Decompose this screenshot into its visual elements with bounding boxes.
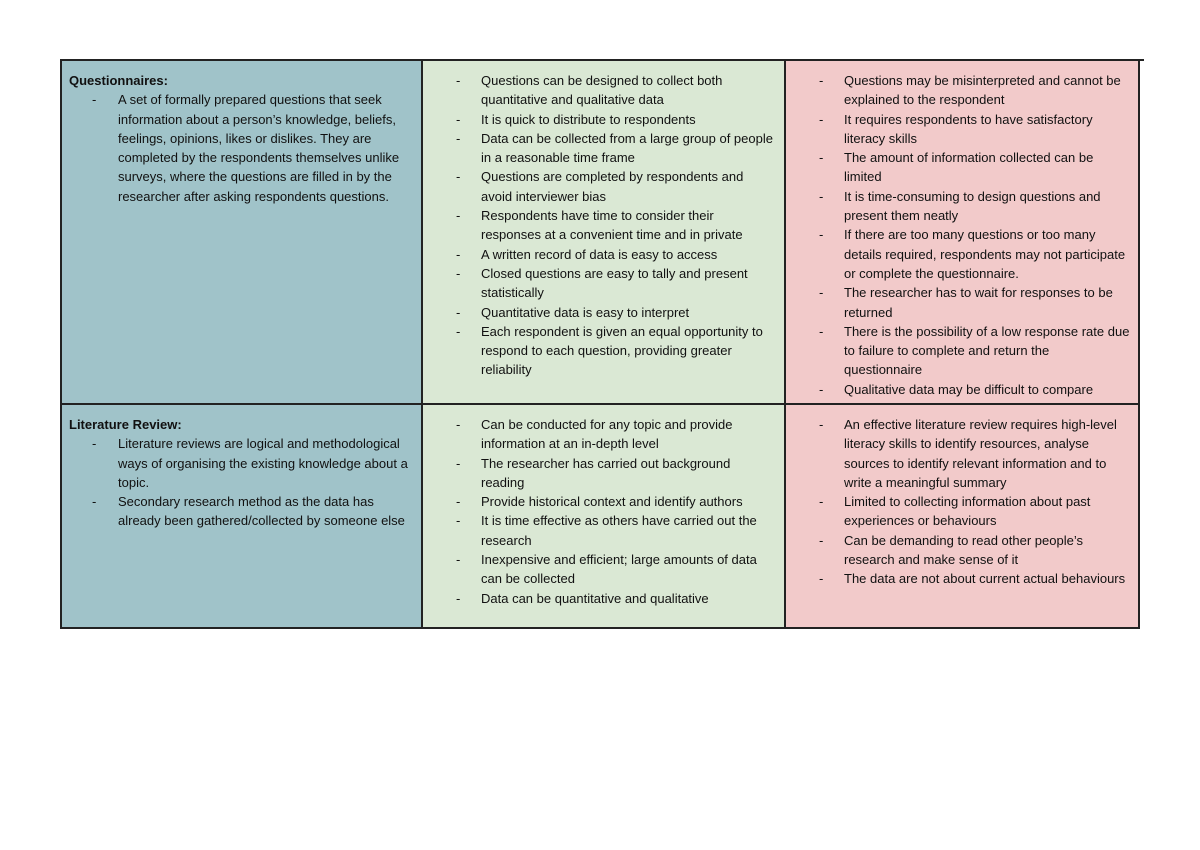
list-item: - An effective literature review requires high-level literacy skills to identify resources, analyse sources to identify relevant information and to write a meaningful summary <box>793 415 1130 492</box>
list-item: - There is the possibility of a low response rate due to failure to complete and return the questionnaire <box>793 322 1130 380</box>
list-item: - The data are not about current actual behaviours <box>793 569 1130 588</box>
advantages-cell-literature-review <box>423 405 786 629</box>
list-item: - Provide historical context and identify authors <box>430 492 776 511</box>
list-item: - A written record of data is easy to access <box>430 245 776 264</box>
list-item: - Questions can be designed to collect both quantitative and qualitative data <box>430 71 776 110</box>
list-item: - Can be conducted for any topic and provide information at an in-depth level <box>430 415 776 454</box>
disadvantages-list <box>793 71 1130 399</box>
list-item: - If there are too many questions or too many details required, respondents may not participate or complete the questionnaire. <box>793 225 1130 283</box>
list-item: - Literature reviews are logical and methodological ways of organising the existing knowledge about a topic. <box>69 434 413 492</box>
list-item: - Respondents have time to consider their responses at a convenient time and in private <box>430 206 776 245</box>
method-description-list <box>69 434 413 530</box>
list-item: - Secondary research method as the data has already been gathered/collected by someone else <box>69 492 413 531</box>
list-item: - Data can be quantitative and qualitative <box>430 589 776 608</box>
list-item: - Data can be collected from a large group of people in a reasonable time frame <box>430 129 776 168</box>
method-cell-literature-review <box>62 405 423 629</box>
advantages-cell-questionnaires <box>423 61 786 405</box>
list-item: - The researcher has carried out background reading <box>430 454 776 493</box>
list-item: - It is quick to distribute to respondents <box>430 110 776 129</box>
list-item: - A set of formally prepared questions that seek information about a person’s knowledge, beliefs, feelings, opinions, likes or dislikes. They are completed by the respondents themselves unlike surveys, where the questions are filled in by the researcher after asking respondents questions. <box>69 90 413 206</box>
list-item: - Limited to collecting information about past experiences or behaviours <box>793 492 1130 531</box>
method-cell-questionnaires <box>62 61 423 405</box>
disadvantages-cell-literature-review <box>786 405 1140 629</box>
list-item: - It is time-consuming to design questions and present them neatly <box>793 187 1130 226</box>
list-item: - Qualitative data may be difficult to compare <box>793 380 1130 399</box>
disadvantages-cell-questionnaires <box>786 61 1140 405</box>
list-item: - Closed questions are easy to tally and present statistically <box>430 264 776 303</box>
list-item: - Quantitative data is easy to interpret <box>430 303 776 322</box>
disadvantages-list <box>793 415 1130 589</box>
list-item: - The researcher has to wait for responses to be returned <box>793 283 1130 322</box>
list-item: - Questions may be misinterpreted and cannot be explained to the respondent <box>793 71 1130 110</box>
list-item: - Each respondent is given an equal opportunity to respond to each question, providing greater reliability <box>430 322 776 380</box>
list-item: - The amount of information collected can be limited <box>793 148 1130 187</box>
method-title: Literature Review: <box>69 417 182 432</box>
list-item: - Can be demanding to read other people’s research and make sense of it <box>793 531 1130 570</box>
list-item: - Inexpensive and efficient; large amounts of data can be collected <box>430 550 776 589</box>
list-item: - It requires respondents to have satisfactory literacy skills <box>793 110 1130 149</box>
research-methods-table <box>60 59 1144 629</box>
advantages-list <box>430 71 776 380</box>
method-description-list <box>69 90 413 206</box>
method-title: Questionnaires: <box>69 73 168 88</box>
list-item: - It is time effective as others have carried out the research <box>430 511 776 550</box>
list-item: - Questions are completed by respondents and avoid interviewer bias <box>430 167 776 206</box>
advantages-list <box>430 415 776 608</box>
